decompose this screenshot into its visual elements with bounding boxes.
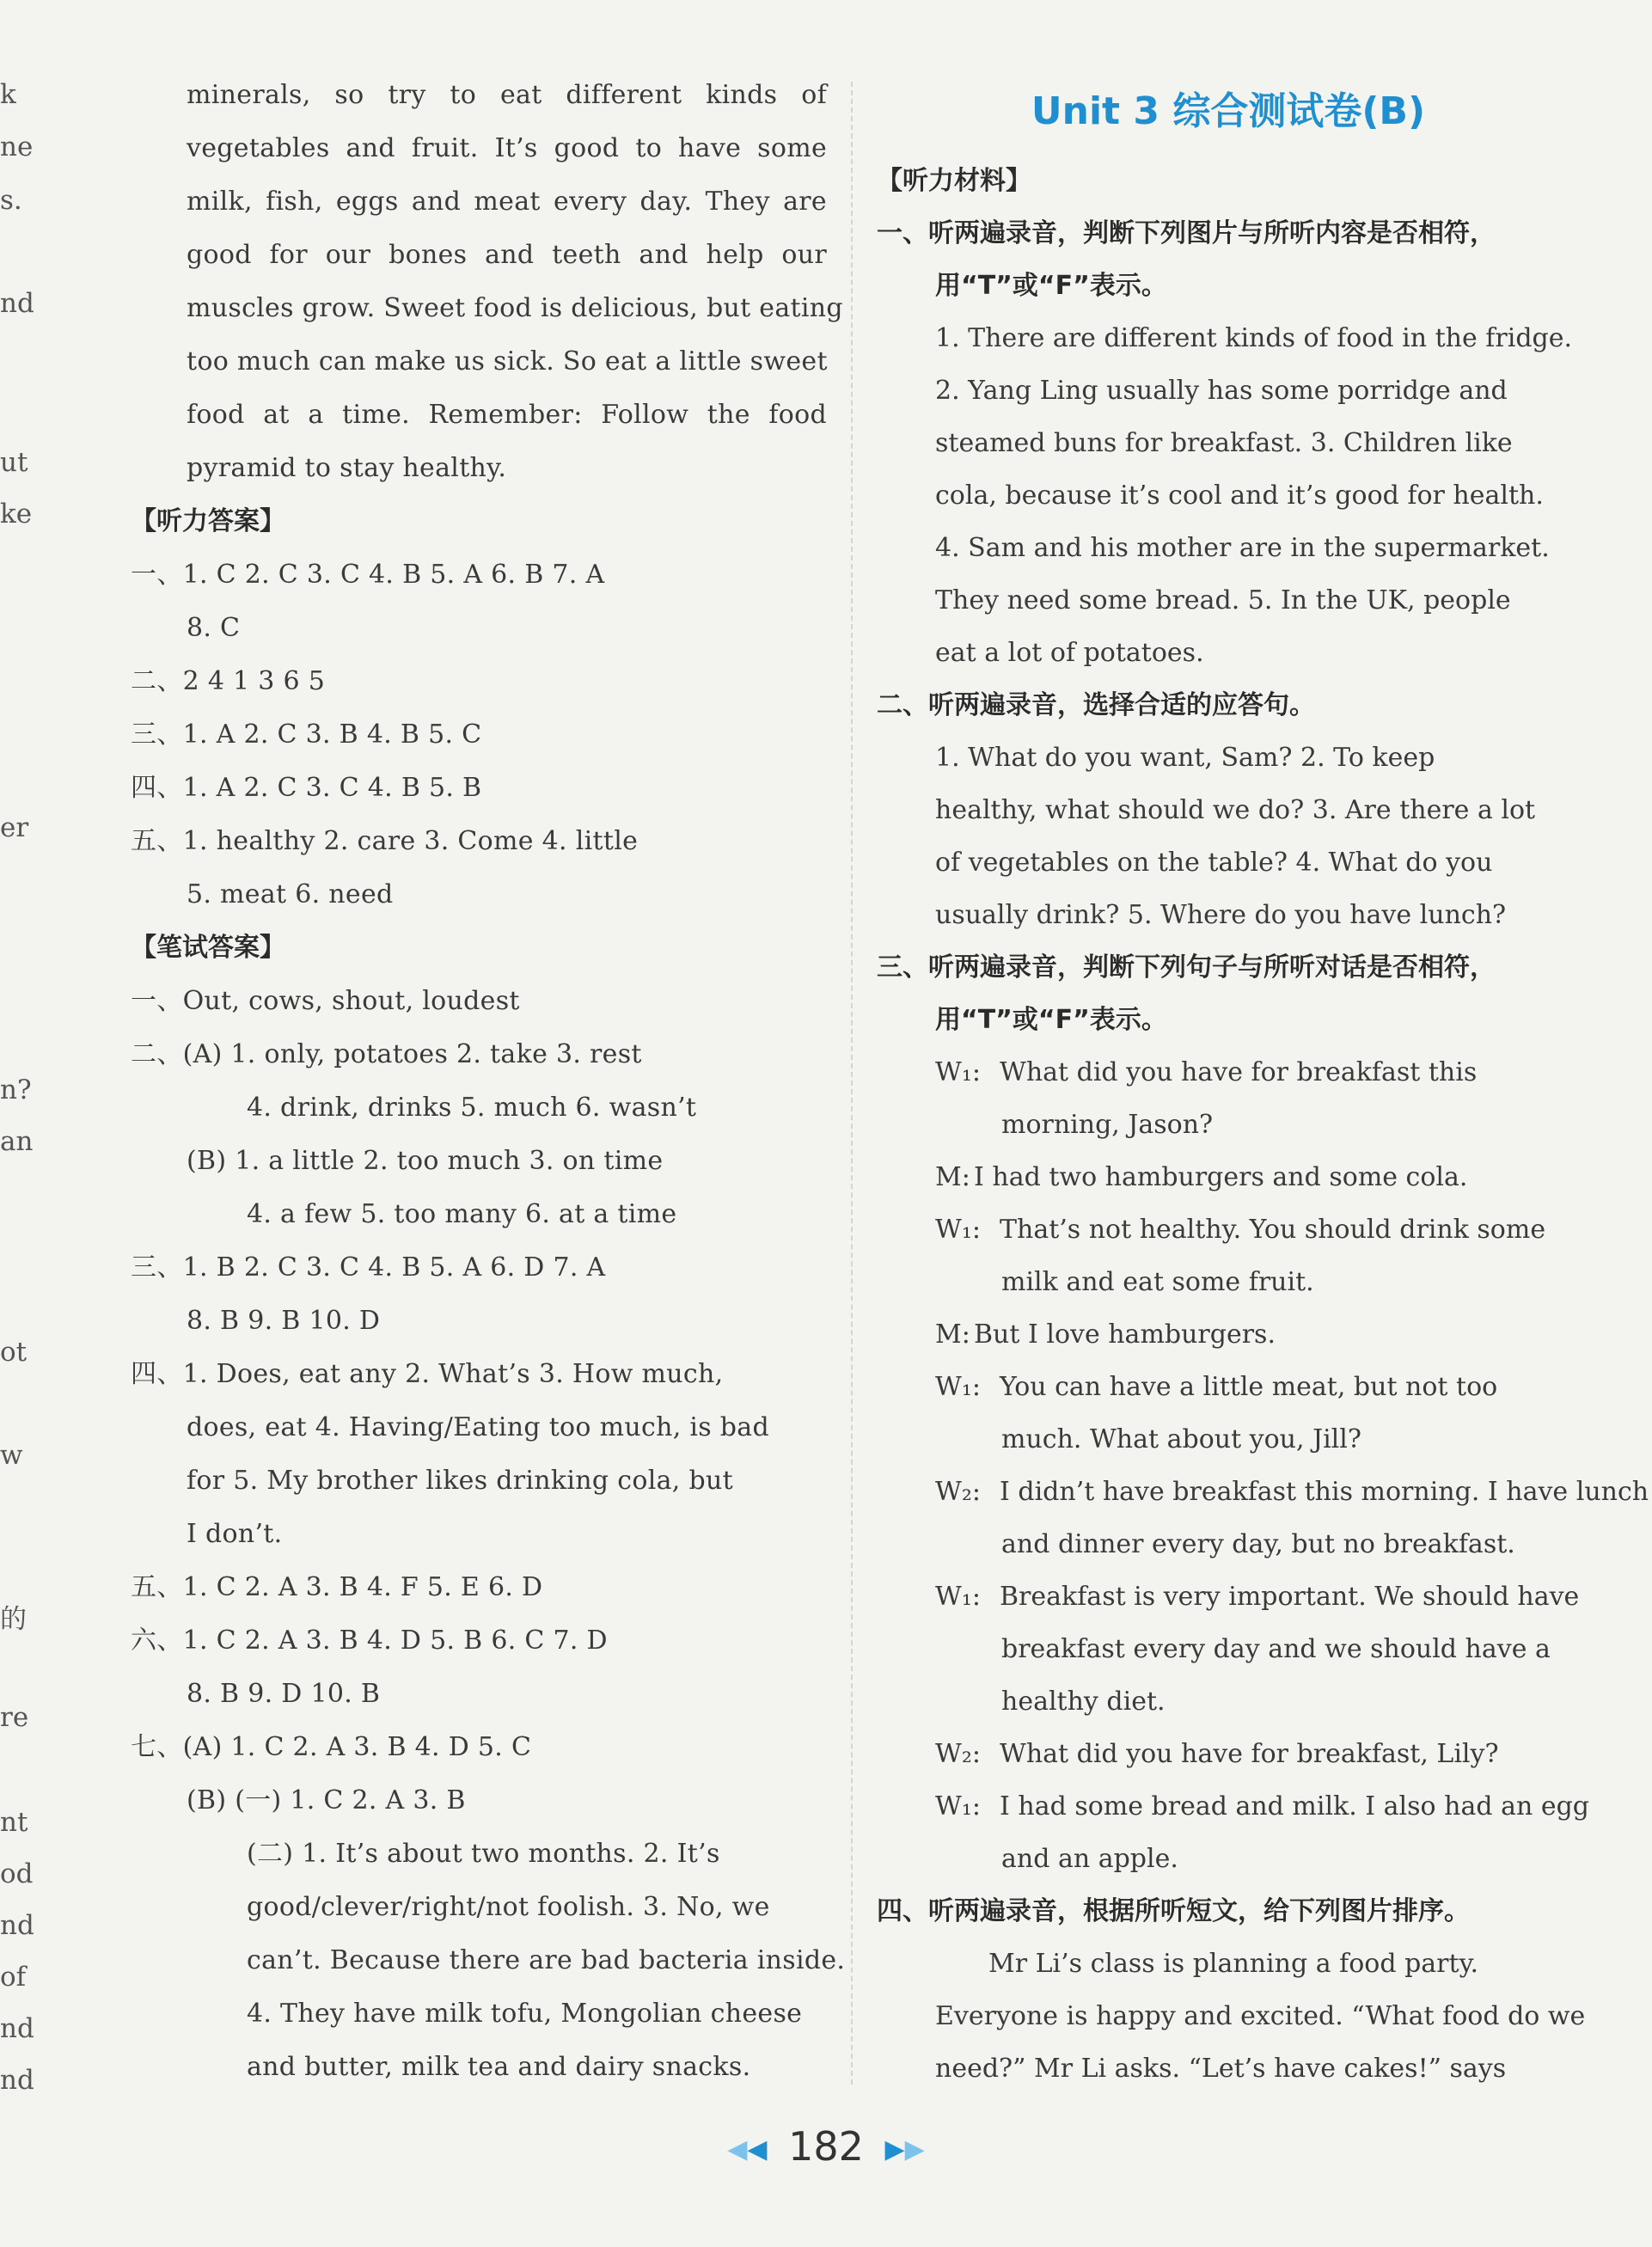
answer-line: 8. B 9. D 10. B: [187, 1679, 381, 1709]
script-line: Everyone is happy and excited. “What food do we: [935, 2001, 1586, 2031]
dialogue-line: and dinner every day, but no breakfast.: [1001, 1529, 1515, 1559]
speaker-label: W₁:: [935, 1057, 981, 1087]
question-4-content: [877, 1938, 1586, 2095]
question-2-content: [877, 732, 1580, 941]
script-line: cola, because it’s cool and it’s good for health.: [935, 481, 1544, 511]
speaker-label: W₁:: [935, 1372, 981, 1402]
edge-letter: nd: [0, 288, 34, 319]
dialogue-line: much. What about you, Jill?: [1001, 1424, 1361, 1454]
dialogue-text: That’s not healthy. You should drink some: [1000, 1215, 1546, 1245]
listening-material-heading: 【听力材料】: [877, 166, 1031, 196]
dialogue-line: [877, 1361, 1580, 1413]
edge-letter: ut: [0, 447, 28, 478]
next-arrow-icon: ▶: [884, 2134, 905, 2164]
edge-letter: n?: [0, 1075, 32, 1105]
answer-line: (B) 1. a little 2. too much 3. on time: [187, 1146, 664, 1176]
question-2-heading: 二、听两遍录音，选择合适的应答句。: [877, 690, 1315, 720]
speaker-label: M:: [935, 1319, 970, 1350]
edge-letter: nd: [0, 1910, 34, 1941]
script-line: of vegetables on the table? 4. What do you: [935, 848, 1493, 878]
script-line: They need some bread. 5. In the UK, people: [935, 585, 1511, 615]
dialogue-line: and an apple.: [1001, 1844, 1178, 1874]
question-4-heading: 四、听两遍录音，根据所听短文，给下列图片排序。: [877, 1896, 1470, 1926]
answer-line: 三、1. B 2. C 3. C 4. B 5. A 6. D 7. A: [131, 1252, 606, 1283]
dialogue-text: Breakfast is very important. We should have: [1000, 1582, 1580, 1612]
reading-passage: [187, 69, 843, 495]
column-divider: [851, 82, 853, 2085]
edge-letter: er: [0, 812, 29, 843]
answer-line: 七、(A) 1. C 2. A 3. B 4. D 5. C: [131, 1732, 532, 1762]
answer-line: can’t. Because there are bad bacteria inside.: [247, 1945, 846, 1975]
edge-letter: ot: [0, 1337, 28, 1368]
edge-letter: ke: [0, 499, 33, 530]
dialogue: [877, 1046, 1649, 1885]
page-number: 182: [788, 2123, 864, 2170]
script-line: eat a lot of potatoes.: [935, 638, 1204, 668]
dialogue-line: healthy diet.: [1001, 1687, 1166, 1717]
dialogue-text: You can have a little meat, but not too: [1000, 1372, 1498, 1402]
edge-letter: re: [0, 1702, 29, 1733]
dialogue-text: I didn’t have breakfast this morning. I have lunch: [1000, 1477, 1649, 1507]
answer-line: 8. C: [187, 613, 241, 643]
answer-line: 二、(A) 1. only, potatoes 2. take 3. rest: [131, 1039, 642, 1069]
edge-letter: s.: [0, 185, 22, 216]
script-line: 1. There are different kinds of food in the fridge.: [935, 323, 1573, 353]
prev-arrow-icon: ◀: [747, 2134, 768, 2164]
dialogue-line: milk and eat some fruit.: [1001, 1267, 1314, 1297]
dialogue-line: [877, 1728, 1580, 1780]
page-title: Unit 3 综合测试卷(B): [1031, 89, 1426, 133]
speaker-label: W₁:: [935, 1791, 981, 1821]
dialogue-line: [877, 1046, 1580, 1099]
written-answers: [131, 975, 846, 2094]
answer-line: good/clever/right/not foolish. 3. No, we: [247, 1892, 770, 1922]
edge-letter: 的: [0, 1604, 27, 1635]
speaker-label: W₁:: [935, 1582, 981, 1612]
dialogue-line: breakfast every day and we should have a: [1001, 1634, 1551, 1664]
edge-letter: nd: [0, 2065, 34, 2096]
script-line: healthy, what should we do? 3. Are there a lot: [935, 795, 1536, 825]
edge-letter: of: [0, 1962, 27, 1993]
answer-line: for 5. My brother likes drinking cola, but: [187, 1466, 733, 1496]
dialogue-text: What did you have for breakfast this: [1000, 1057, 1478, 1087]
speaker-label: W₂:: [935, 1739, 981, 1769]
script-line: 2. Yang Ling usually has some porridge and: [935, 376, 1508, 406]
dialogue-text: I had some bread and milk. I also had an egg: [1000, 1791, 1590, 1821]
page-footer: [0, 2123, 1652, 2170]
written-answers-heading: 【笔试答案】: [131, 933, 285, 963]
answer-line: 一、1. C 2. C 3. C 4. B 5. A 6. B 7. A: [131, 560, 605, 590]
listening-answers-heading: 【听力答案】: [131, 506, 285, 536]
answer-line: 四、1. A 2. C 3. C 4. B 5. B: [131, 773, 482, 803]
edge-letter: od: [0, 1858, 34, 1889]
edge-letter: nd: [0, 2013, 34, 2044]
question-1-heading: 一、听两遍录音，判断下列图片与所听内容是否相符，: [877, 218, 1496, 248]
speaker-label: M:: [935, 1162, 970, 1192]
question-3-heading-cont: 用“T”或“F”表示。: [935, 1005, 1167, 1035]
dialogue-line: [877, 1308, 1580, 1361]
question-1-content: [877, 312, 1580, 679]
prev-arrow-light-icon: ◀: [727, 2134, 748, 2164]
script-line: 1. What do you want, Sam? 2. To keep: [935, 743, 1435, 773]
answer-line: 四、1. Does, eat any 2. What’s 3. How much,: [131, 1359, 724, 1389]
passage-line: good for our bones and teeth and help our: [187, 240, 827, 270]
dialogue-text: But I love hamburgers.: [974, 1319, 1276, 1350]
dialogue-text: What did you have for breakfast, Lily?: [1000, 1739, 1499, 1769]
answer-line: 4. They have milk tofu, Mongolian cheese: [247, 1999, 803, 2029]
edge-letter: k: [0, 79, 16, 110]
script-line: usually drink? 5. Where do you have lunch?: [935, 900, 1507, 930]
script-line: Mr Li’s class is planning a food party.: [988, 1949, 1479, 1979]
question-3-heading: 三、听两遍录音，判断下列句子与所听对话是否相符，: [877, 952, 1496, 983]
answer-line: (B) (一) 1. C 2. A 3. B: [187, 1785, 466, 1815]
script-line: steamed buns for breakfast. 3. Children like: [935, 428, 1513, 458]
answer-line: 二、2 4 1 3 6 5: [131, 666, 326, 696]
passage-line: food at a time. Remember: Follow the food: [187, 400, 827, 430]
right-column: [877, 69, 1649, 2095]
answer-line: 一、Out, cows, shout, loudest: [131, 986, 520, 1016]
speaker-label: W₂:: [935, 1477, 981, 1507]
answer-line: 五、1. healthy 2. care 3. Come 4. little: [131, 826, 639, 856]
passage-line: milk, fish, eggs and meat every day. They are: [187, 187, 827, 217]
dialogue-line: [877, 1780, 1590, 1833]
listening-answers: [131, 548, 827, 921]
dialogue-line: morning, Jason?: [1001, 1110, 1214, 1140]
passage-line: too much can make us sick. So eat a little sweet: [187, 346, 828, 377]
left-column: [131, 69, 846, 2094]
dialogue-text: I had two hamburgers and some cola.: [974, 1162, 1468, 1192]
question-1-heading-cont: 用“T”或“F”表示。: [935, 271, 1167, 301]
edge-letter: ne: [0, 132, 34, 162]
answer-line: 六、1. C 2. A 3. B 4. D 5. B 6. C 7. D: [131, 1626, 608, 1656]
script-line: need?” Mr Li asks. “Let’s have cakes!” says: [935, 2054, 1507, 2084]
answer-line: (二) 1. It’s about two months. 2. It’s: [247, 1839, 720, 1869]
edge-letter: an: [0, 1126, 34, 1157]
dialogue-line: [877, 1466, 1649, 1518]
passage-line: vegetables and fruit. It’s good to have some: [187, 133, 827, 163]
edge-letter: w: [0, 1440, 23, 1471]
edge-letter: nt: [0, 1807, 28, 1838]
dialogue-line: [877, 1570, 1580, 1623]
answer-line: 4. a few 5. too many 6. at a time: [247, 1199, 677, 1229]
answer-line: I don’t.: [187, 1519, 283, 1549]
passage-line: muscles grow. Sweet food is delicious, but eating: [187, 293, 843, 323]
dialogue-line: [877, 1151, 1580, 1203]
answer-line: 五、1. C 2. A 3. B 4. F 5. E 6. D: [131, 1572, 543, 1602]
answer-line: 三、1. A 2. C 3. B 4. B 5. C: [131, 719, 482, 750]
dialogue-line: [877, 1203, 1580, 1256]
passage-line: minerals, so try to eat different kinds of: [187, 80, 827, 110]
answer-line: and butter, milk tea and dairy snacks.: [247, 2052, 751, 2082]
passage-line: pyramid to stay healthy.: [187, 453, 507, 483]
speaker-label: W₁:: [935, 1215, 981, 1245]
answer-line: 5. meat 6. need: [187, 879, 394, 909]
answer-line: does, eat 4. Having/Eating too much, is bad: [187, 1412, 769, 1442]
answer-line: 8. B 9. B 10. D: [187, 1306, 381, 1336]
answer-line: 4. drink, drinks 5. much 6. wasn’t: [247, 1093, 697, 1123]
next-arrow-light-icon: ▶: [904, 2134, 925, 2164]
script-line: 4. Sam and his mother are in the supermarket.: [935, 533, 1550, 563]
